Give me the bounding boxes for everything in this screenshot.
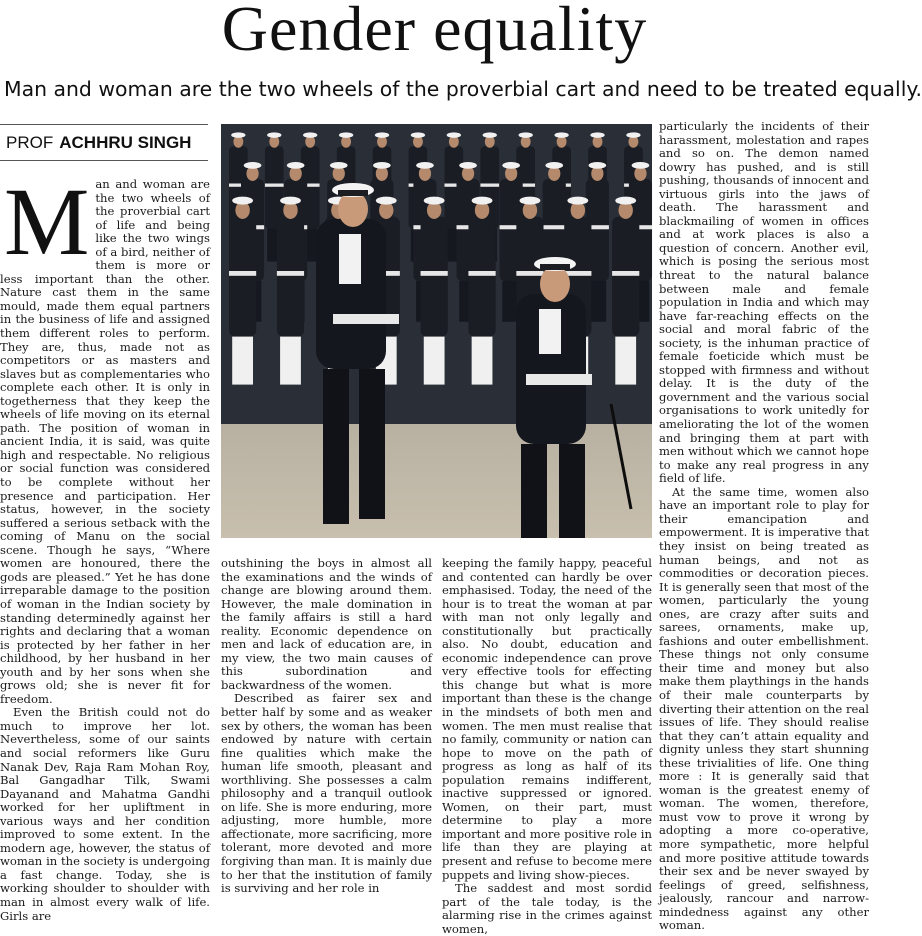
standfirst: Man and woman are the two wheels of the proverbial cart and need to be treated equally.: [4, 77, 922, 101]
article-paragraph: At the same time, women also have an important role to play for their emancipation and empowerment. It is imperative that they insist on being treated as human beings, and not as commodities or decoration pieces. It is generally seen that most of the women, particularly the young ones, are crazy after suits and sarees, ornaments, make up, fashions and outer embellishment. These things not only consume their time and money but also make them playthings in the hands of their male counterparts by diverting their attention on the real issues of life. They should realise that they can’t attain equality and dignity unless they start shunning these trivialities of life. One thing more : It is generally said that woman is the greatest enemy of woman. The women, therefore, must vow to prove it wrong by adopting a more co-operative, more sympathetic, more helpful and more positive attitude towards their sex and be never swayed by feelings of greed, selfishness, jealously, rancour and narrow-mindedness against any other woman.: [659, 484, 869, 933]
article-paragraph: keeping the family happy, peaceful and contented can hardly be over emphasised. Today, the need of the hour is to treat the woman at par with man not only legally and constitutionally but practically also. No doubt, education and economic independence can prove very effective tools for effecting this change but what is more important than these is the change in the mindsets of both men and women. The men must realise that no family, community or nation can hope to move on the path of progress as long as half of its population remains indifferent, inactive suppressed or ignored. Women, on their part, must determine to play a more important and more positive role in life than they are playing at present and refuse to become mere puppets and living show-pieces.: [442, 556, 652, 882]
headline: Gender equality: [221, 0, 648, 64]
byline-prefix: PROF: [6, 133, 54, 152]
article-column-4: [659, 119, 869, 933]
article-paragraph: outshining the boys in almost all the examinations and the winds of change are blowing around them. However, the male domination in the family affairs is still a hard reality. Economic dependence on men and lack of education are, in my view, the two main causes of this subordination and backwardness of the women.: [221, 556, 432, 692]
article-paragraph: The saddest and most sordid part of the tale today, is the alarming rise in the crimes against women,: [442, 881, 652, 936]
article-column-1: [0, 168, 210, 923]
article-paragraph: Described as fairer sex and better half by some and as weaker sex by others, the woman has been endowed by nature with certain fine qualities which make the human life smooth, pleasant and worthliving. She possesses a calm philosophy and a tranquil outlook on life. She is more enduring, more adjusting, more humble, more affectionate, more sacrificing, more tolerant, more devoted and more forgiving than man. It is mainly due to her that the institution of family is surviving and her role in: [221, 691, 432, 896]
marching-officers-photo: [221, 124, 652, 538]
article-paragraph: Even the British could not do much to improve her lot. Nevertheless, some of our saints and social reformers like Guru Nanak Dev, Raja Ram Mohan Roy, Bal Gangadhar Tilk, Swami Dayanand and Mahatma Gandhi worked for her upliftment in various ways and her condition improved to some extent. In the modern age, however, the status of woman in the society is undergoing a fast change. Today, she is working shoulder to shoulder with man in almost every walk of life. Girls are: [0, 705, 210, 923]
article-paragraph: an and woman are the two wheels of the proverbial cart of life and being like the two wings of a bird, neither of them is more or less important than the other. Nature cast them in the same mould, made them equal partners in the business of life and assigned them different roles to perform. They are, thus, made not as competitors or as masters and slaves but as complementaries who complete each other. It is only in togetherness that they keep the wheels of life moving on its eternal path. The position of woman in ancient India, it is said, was quite high and respectable. No religious or social function was considered to be complete without her presence and participation. Her status, however, in the society suffered a serious setback with the coming of Manu on the social scene. Though he says, “Where women are honoured, there the gods are pleased.” Yet he has done irreparable damage to the position of woman in the Indian society by standing determinedly against her rights and declaring that a woman is protected by her father in her childhood, by her husband in her youth and by her sons when she grows old; she is never fit for freedom.: [0, 177, 210, 706]
article-column-3: [442, 556, 652, 936]
article-column-2: [221, 557, 432, 921]
drop-cap: M: [4, 168, 90, 275]
byline-author: ACHHRU SINGH: [59, 133, 192, 152]
article-paragraph: particularly the incidents of their harassment, molestation and rapes and so on. The demon named dowry has pushed, and is still pushing, thousands of innocent and virtuous girls into the jaws of death. The harassment and blackmailing of women in offices and at work places is also a question of concern. Another evil, which is posing the serious most threat to the natural balance between male and female population in India and which may have far-reaching effects on the social and moral fabric of the society, is the inhuman practice of female foeticide which must be stopped with firmness and without delay. It is the duty of the government and the various social organisations to work unitedly for ameliorating the lot of the women and bringing them at part with men without which we cannot hope to make any real progress in any field of life.: [659, 119, 869, 486]
byline: [0, 124, 208, 161]
